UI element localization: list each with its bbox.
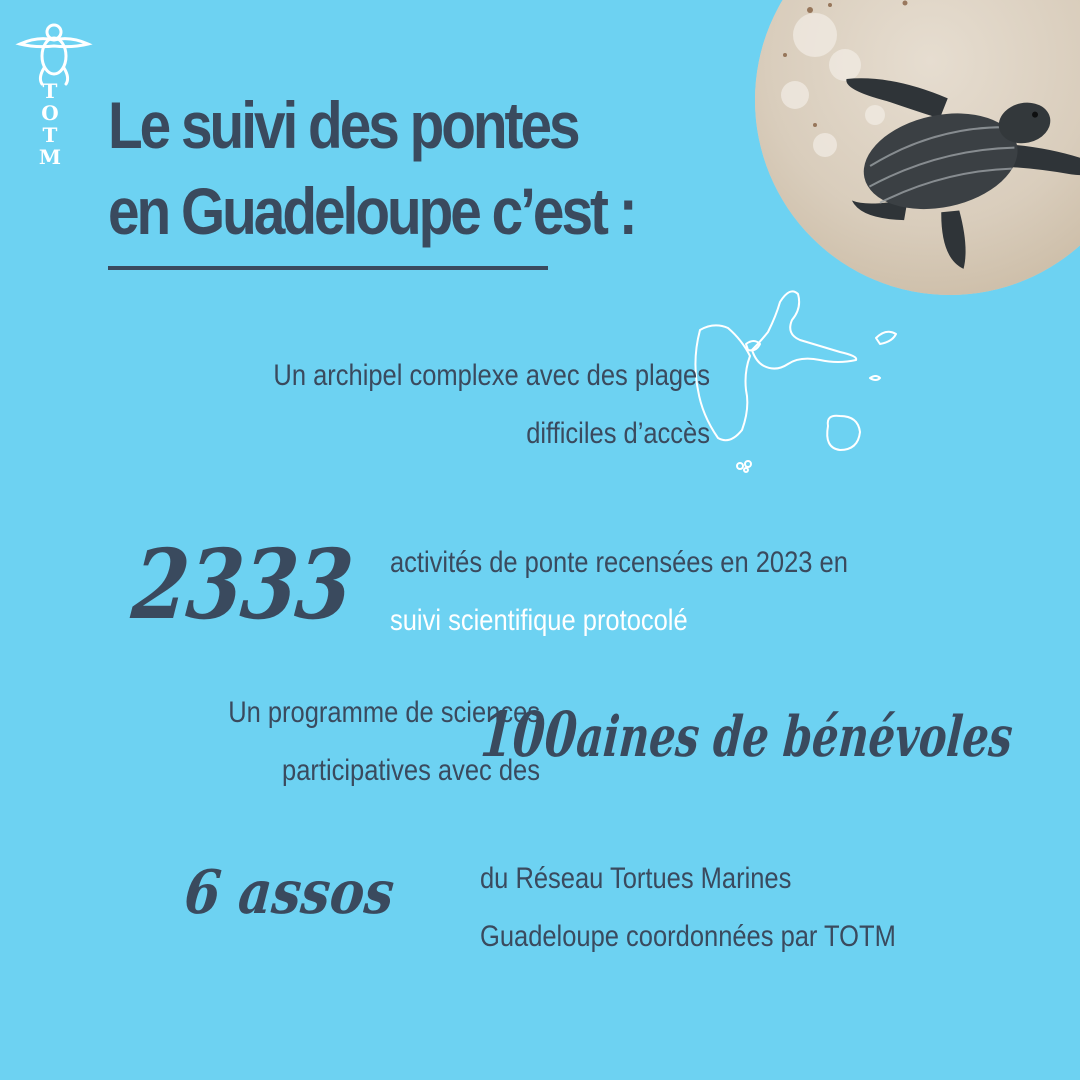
title-underline: [108, 266, 548, 270]
associations-text: [480, 850, 956, 966]
nesting-count-text: [390, 534, 917, 650]
title-line-1: Le suivi des pontes: [108, 88, 578, 162]
logo-letter: T: [42, 79, 58, 103]
volunteers-number: 100: [478, 698, 580, 771]
volunteers-figure: [478, 698, 1015, 771]
citizen-science-line-2: participatives avec des: [282, 754, 540, 787]
associations-figure: 6 assos: [181, 858, 397, 928]
associations-line-1: du Réseau Tortues Marines: [480, 862, 792, 895]
logo-letter: O: [41, 101, 59, 125]
citizen-science-line-1: Un programme de sciences: [228, 696, 540, 729]
archipelago-line-2: difficiles d’accès: [526, 417, 710, 450]
title-line-2: en Guadeloupe c’est :: [108, 174, 635, 248]
logo-letter: T: [42, 123, 58, 147]
nesting-count-line-2: suivi scientifique protocolé: [390, 604, 688, 637]
page-title: [108, 82, 658, 254]
volunteers-suffix: aines de bénévoles: [574, 704, 1015, 770]
guadeloupe-map-outline-icon: [680, 280, 910, 480]
logo-letter: M: [38, 145, 62, 169]
logo-wordmark: [30, 80, 70, 168]
archipelago-line-1: Un archipel complexe avec des plages: [273, 359, 710, 392]
nesting-count-line-1: activités de ponte recensées en 2023 en: [390, 546, 848, 579]
leatherback-hatchling-photo: [755, 0, 1080, 295]
citizen-science-text: [98, 684, 540, 800]
nesting-count-number: 2333: [128, 528, 356, 641]
associations-line-2: Guadeloupe coordonnées par TOTM: [480, 920, 896, 953]
archipelago-text: [158, 347, 711, 463]
